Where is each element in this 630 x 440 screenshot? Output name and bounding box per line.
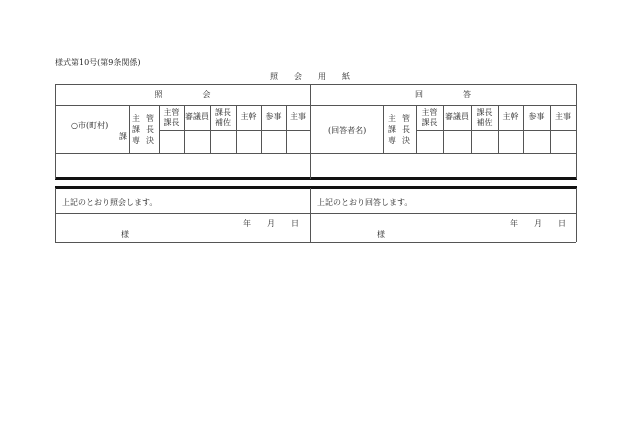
reply-sama: 様	[377, 230, 385, 239]
reply-role-5: 参事	[528, 112, 545, 121]
ka-label: 課	[119, 132, 127, 141]
reply-role-4: 主幹	[502, 112, 519, 121]
reply-role-3: 課長 補佐	[476, 108, 493, 127]
respondent-name-label: (回答者名)	[328, 126, 367, 135]
inquiry-role-4: 主幹	[240, 112, 257, 121]
form-title: 照 会 用 紙	[270, 72, 350, 81]
form-number: 様式第10号(第9条関係)	[55, 58, 141, 67]
reply-date: 年 月 日	[510, 219, 566, 228]
inquiry-role-5: 参事	[265, 112, 282, 121]
inquiry-sama: 様	[121, 230, 129, 239]
inquiry-role-2: 審議員	[185, 112, 209, 121]
inquiry-date: 年 月 日	[243, 219, 299, 228]
reply-col-kan: 管 長 決	[402, 114, 410, 145]
inquiry-role-3: 課長 補佐	[215, 108, 231, 127]
inquiry-col-shu: 主 課 専	[132, 114, 140, 145]
inquiry-statement: 上記のとおり照会します。	[62, 198, 158, 207]
reply-statement: 上記のとおり回答します。	[317, 198, 413, 207]
reply-col-shu: 主 課 専	[388, 114, 396, 145]
inquiry-role-1: 主管 課長	[163, 108, 180, 127]
requester-city-label: ○市(町村)	[71, 121, 109, 130]
reply-role-6: 主事	[555, 112, 571, 121]
inquiry-col-kan: 管 長 決	[146, 114, 154, 145]
reply-header: 回 答	[415, 90, 471, 99]
reply-role-1: 主管 課長	[421, 108, 438, 127]
inquiry-header: 照 会	[154, 90, 211, 99]
inquiry-role-6: 主事	[290, 112, 306, 121]
reply-role-2: 審議員	[445, 112, 469, 121]
